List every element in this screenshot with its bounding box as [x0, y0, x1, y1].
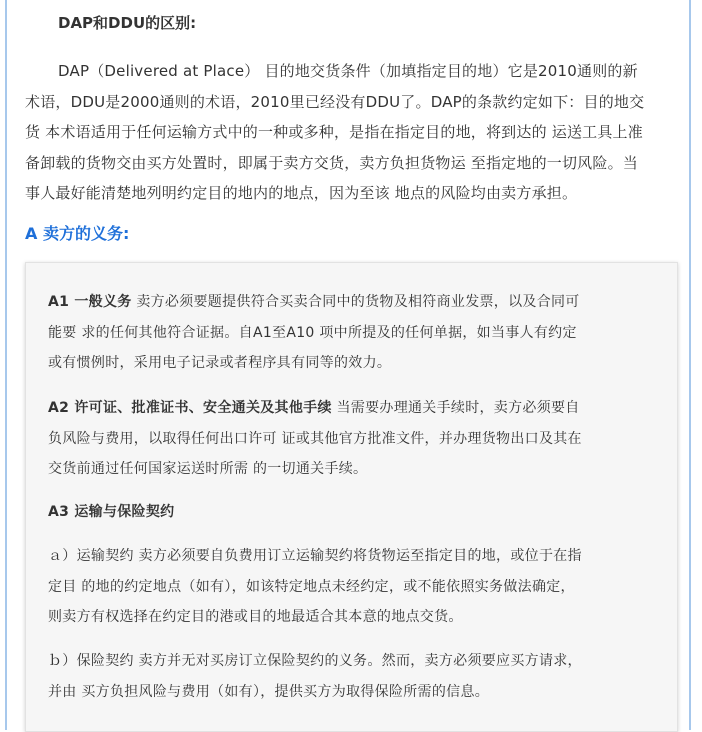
- obligation-line: ａ）运输契约 卖方必须要自负费用订立运输契约将货物运至指定目的地，或位于在指: [48, 548, 582, 564]
- obligation-line: 交货前通过任何国家运送时所需 的一切通关手续。: [48, 461, 368, 477]
- intro-paragraph: [25, 56, 680, 209]
- obligation-title: A2 许可证、批准证书、安全通关及其他手续: [48, 400, 332, 416]
- intro-line: 备卸载的货物交由买方处置时，即属于卖方交货，卖方负担货物运 至指定地的一切风险。当: [25, 153, 638, 172]
- obligation-line: 并由 买方负担风险与费用（如有），提供买方为取得保险所需的信息。: [48, 683, 490, 700]
- obligation-line: 负风险与费用，以取得任何出口许可 证或其他官方批准文件，并办理货物出口及其在: [48, 430, 582, 447]
- obligation-a1: [48, 287, 663, 379]
- obligation-line: [48, 393, 663, 424]
- intro-line: DAP（Delivered at Place） 目的地交货条件（加填指定目的地）它是2010通则的新: [58, 62, 638, 80]
- obligation-a3-insurance: [48, 646, 663, 707]
- intro-line: 事人最好能清楚地列明约定目的地内的地点，因为至该 地点的风险均由卖方承担。: [25, 184, 578, 202]
- section-heading: DAP和DDU的区别:: [58, 14, 197, 32]
- obligation-line: [48, 497, 663, 528]
- obligation-text: 当需要办理通关手续时，卖方必须要自: [331, 400, 580, 416]
- obligation-title: A3 运输与保险契约: [48, 504, 175, 520]
- obligation-a3-transport: [48, 541, 663, 633]
- intro-line: 术语，DDU是2000通则的术语，2010里已经没有DDU了。DAP的条款约定如下：目的地交: [25, 92, 645, 111]
- obligation-text: 卖方必须要题提供符合买卖合同中的货物及相符商业发票，以及合同可: [131, 294, 580, 310]
- obligation-title: A1 一般义务: [48, 294, 132, 310]
- obligation-line: ｂ）保险契约 卖方并无对买房订立保险契约的义务。然而，卖方必须要应买方请求，: [48, 653, 582, 669]
- section-title: A 卖方的义务:: [25, 224, 130, 243]
- obligation-a3: [48, 497, 663, 528]
- intro-line: 货 本术语适用于任何运输方式中的一种或多种，是指在指定目的地，将到达的 运送工具上准: [25, 123, 643, 141]
- obligation-a2: [48, 393, 663, 485]
- obligation-line: 或有惯例时，采用电子记录或者程序具有同等的效力。: [48, 355, 392, 371]
- obligation-line: [48, 287, 663, 318]
- obligation-line: 能要 求的任何其他符合证据。自A1至A10 项中所提及的任何单据，如当事人有约定: [48, 324, 577, 341]
- obligation-line: 定目 的地的约定地点（如有），如该特定地点未经约定，或不能依照实务做法确定，: [48, 578, 575, 595]
- obligation-line: 则卖方有权选择在约定目的港或目的地最适合其本意的地点交货。: [48, 609, 463, 625]
